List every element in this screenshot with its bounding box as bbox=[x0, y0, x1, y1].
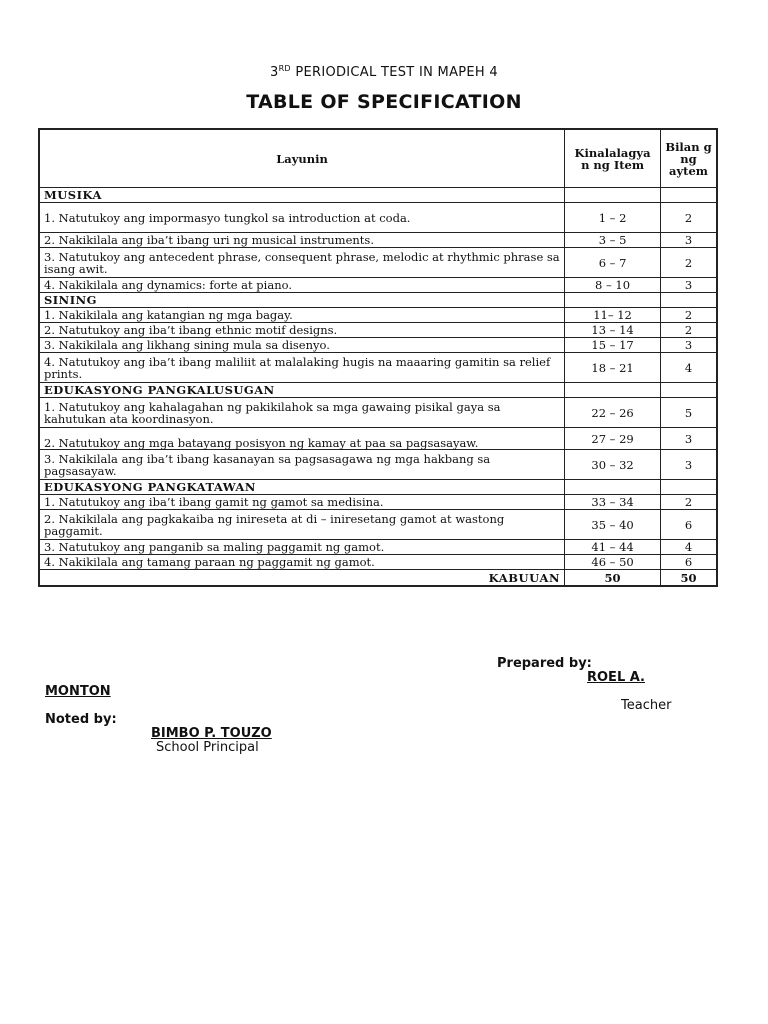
table-row bbox=[39, 353, 717, 383]
location-cell: 3 – 5 bbox=[565, 233, 661, 248]
count-cell: 3 bbox=[661, 233, 717, 248]
specification-table bbox=[38, 128, 718, 587]
table-row bbox=[39, 248, 717, 278]
heading-rest: PERIODICAL TEST IN MAPEH 4 bbox=[290, 65, 498, 80]
section-name-musika: MUSIKA bbox=[39, 188, 565, 203]
count-cell: 2 bbox=[661, 248, 717, 278]
objective-cell: 2. Natutukoy ang iba’t ibang ethnic motif designs. bbox=[39, 323, 565, 338]
location-cell: 46 – 50 bbox=[565, 555, 661, 570]
objective-cell: 1. Natutukoy ang impormasyo tungkol sa introduction at coda. bbox=[39, 203, 565, 233]
table-row bbox=[39, 510, 717, 540]
location-cell: 6 – 7 bbox=[565, 248, 661, 278]
table-header-row bbox=[39, 129, 717, 188]
count-cell: 4 bbox=[661, 540, 717, 555]
test-heading bbox=[0, 64, 768, 80]
section-name-pangkatawan: EDUKASYONG PANGKATAWAN bbox=[39, 480, 565, 495]
principal-role: School Principal bbox=[156, 740, 259, 755]
section-row bbox=[39, 293, 717, 308]
table-row bbox=[39, 308, 717, 323]
objective-cell: 3. Natutukoy ang panganib sa maling paggamit ng gamot. bbox=[39, 540, 565, 555]
table-row bbox=[39, 203, 717, 233]
location-cell: 27 – 29 bbox=[565, 428, 661, 450]
preparer-first-name: ROEL A. bbox=[587, 670, 645, 685]
count-cell: 6 bbox=[661, 555, 717, 570]
total-row bbox=[39, 570, 717, 587]
objective-cell: 4. Nakikilala ang tamang paraan ng paggamit ng gamot. bbox=[39, 555, 565, 570]
objective-cell: 1. Natutukoy ang iba’t ibang gamit ng gamot sa medisina. bbox=[39, 495, 565, 510]
total-count: 50 bbox=[661, 570, 717, 587]
location-cell: 35 – 40 bbox=[565, 510, 661, 540]
table-row bbox=[39, 540, 717, 555]
location-cell: 1 – 2 bbox=[565, 203, 661, 233]
count-cell: 2 bbox=[661, 495, 717, 510]
objective-cell: 4. Natutukoy ang iba’t ibang maliliit at malalaking hugis na maaaring gamitin sa relief prints. bbox=[39, 353, 565, 383]
count-cell: 2 bbox=[661, 203, 717, 233]
objective-cell: 1. Nakikilala ang katangian ng mga bagay. bbox=[39, 308, 565, 323]
heading-ordinal: 3 bbox=[270, 65, 279, 80]
location-cell: 41 – 44 bbox=[565, 540, 661, 555]
count-cell: 3 bbox=[661, 278, 717, 293]
objective-cell: 3. Nakikilala ang iba’t ibang kasanayan sa pagsasagawa ng mga hakbang sa pagsasayaw. bbox=[39, 450, 565, 480]
location-cell: 13 – 14 bbox=[565, 323, 661, 338]
table-row bbox=[39, 323, 717, 338]
table-row bbox=[39, 233, 717, 248]
location-cell: 8 – 10 bbox=[565, 278, 661, 293]
objective-cell: 3. Natutukoy ang antecedent phrase, consequent phrase, melodic at rhythmic phrase sa isang awit. bbox=[39, 248, 565, 278]
count-cell: 2 bbox=[661, 308, 717, 323]
count-cell: 3 bbox=[661, 450, 717, 480]
column-header-location: Kinalalagya n ng Item bbox=[565, 129, 661, 188]
objective-cell: 1. Natutukoy ang kahalagahan ng pakikilahok sa mga gawaing pisikal gaya sa kahutukan ata koordinasyon. bbox=[39, 398, 565, 428]
preparer-role: Teacher bbox=[621, 698, 672, 713]
section-name-sining: SINING bbox=[39, 293, 565, 308]
count-cell: 3 bbox=[661, 428, 717, 450]
count-cell: 2 bbox=[661, 323, 717, 338]
section-row bbox=[39, 480, 717, 495]
preparer-last-name: MONTON bbox=[45, 684, 111, 699]
location-cell: 33 – 34 bbox=[565, 495, 661, 510]
table-row bbox=[39, 450, 717, 480]
noted-by-label: Noted by: bbox=[45, 712, 117, 727]
page-title: TABLE OF SPECIFICATION bbox=[246, 91, 522, 113]
objective-cell: 2. Nakikilala ang pagkakaiba ng inireseta at di – iniresetang gamot at wastong paggamit. bbox=[39, 510, 565, 540]
location-cell: 22 – 26 bbox=[565, 398, 661, 428]
table-row bbox=[39, 555, 717, 570]
location-cell: 18 – 21 bbox=[565, 353, 661, 383]
objective-cell: 4. Nakikilala ang dynamics: forte at piano. bbox=[39, 278, 565, 293]
heading-superscript: RD bbox=[278, 64, 291, 73]
prepared-by-label: Prepared by: bbox=[497, 656, 592, 671]
objective-cell: 2. Natutukoy ang mga batayang posisyon ng kamay at paa sa pagsasayaw. bbox=[39, 428, 565, 450]
column-header-count: Bilan g ng aytem bbox=[661, 129, 717, 188]
total-label: KABUUAN bbox=[39, 570, 565, 587]
count-cell: 3 bbox=[661, 338, 717, 353]
count-cell: 4 bbox=[661, 353, 717, 383]
total-location: 50 bbox=[565, 570, 661, 587]
table-row bbox=[39, 398, 717, 428]
count-cell: 6 bbox=[661, 510, 717, 540]
table-row bbox=[39, 495, 717, 510]
section-row bbox=[39, 188, 717, 203]
principal-name: BIMBO P. TOUZO bbox=[151, 726, 272, 741]
location-cell: 11– 12 bbox=[565, 308, 661, 323]
table-row bbox=[39, 338, 717, 353]
objective-cell: 3. Nakikilala ang likhang sining mula sa disenyo. bbox=[39, 338, 565, 353]
section-name-pangkalusugan: EDUKASYONG PANGKALUSUGAN bbox=[39, 383, 565, 398]
section-row bbox=[39, 383, 717, 398]
count-cell: 5 bbox=[661, 398, 717, 428]
table-row bbox=[39, 428, 717, 450]
objective-cell: 2. Nakikilala ang iba’t ibang uri ng musical instruments. bbox=[39, 233, 565, 248]
location-cell: 30 – 32 bbox=[565, 450, 661, 480]
column-header-objective: Layunin bbox=[39, 129, 565, 188]
table-row bbox=[39, 278, 717, 293]
location-cell: 15 – 17 bbox=[565, 338, 661, 353]
